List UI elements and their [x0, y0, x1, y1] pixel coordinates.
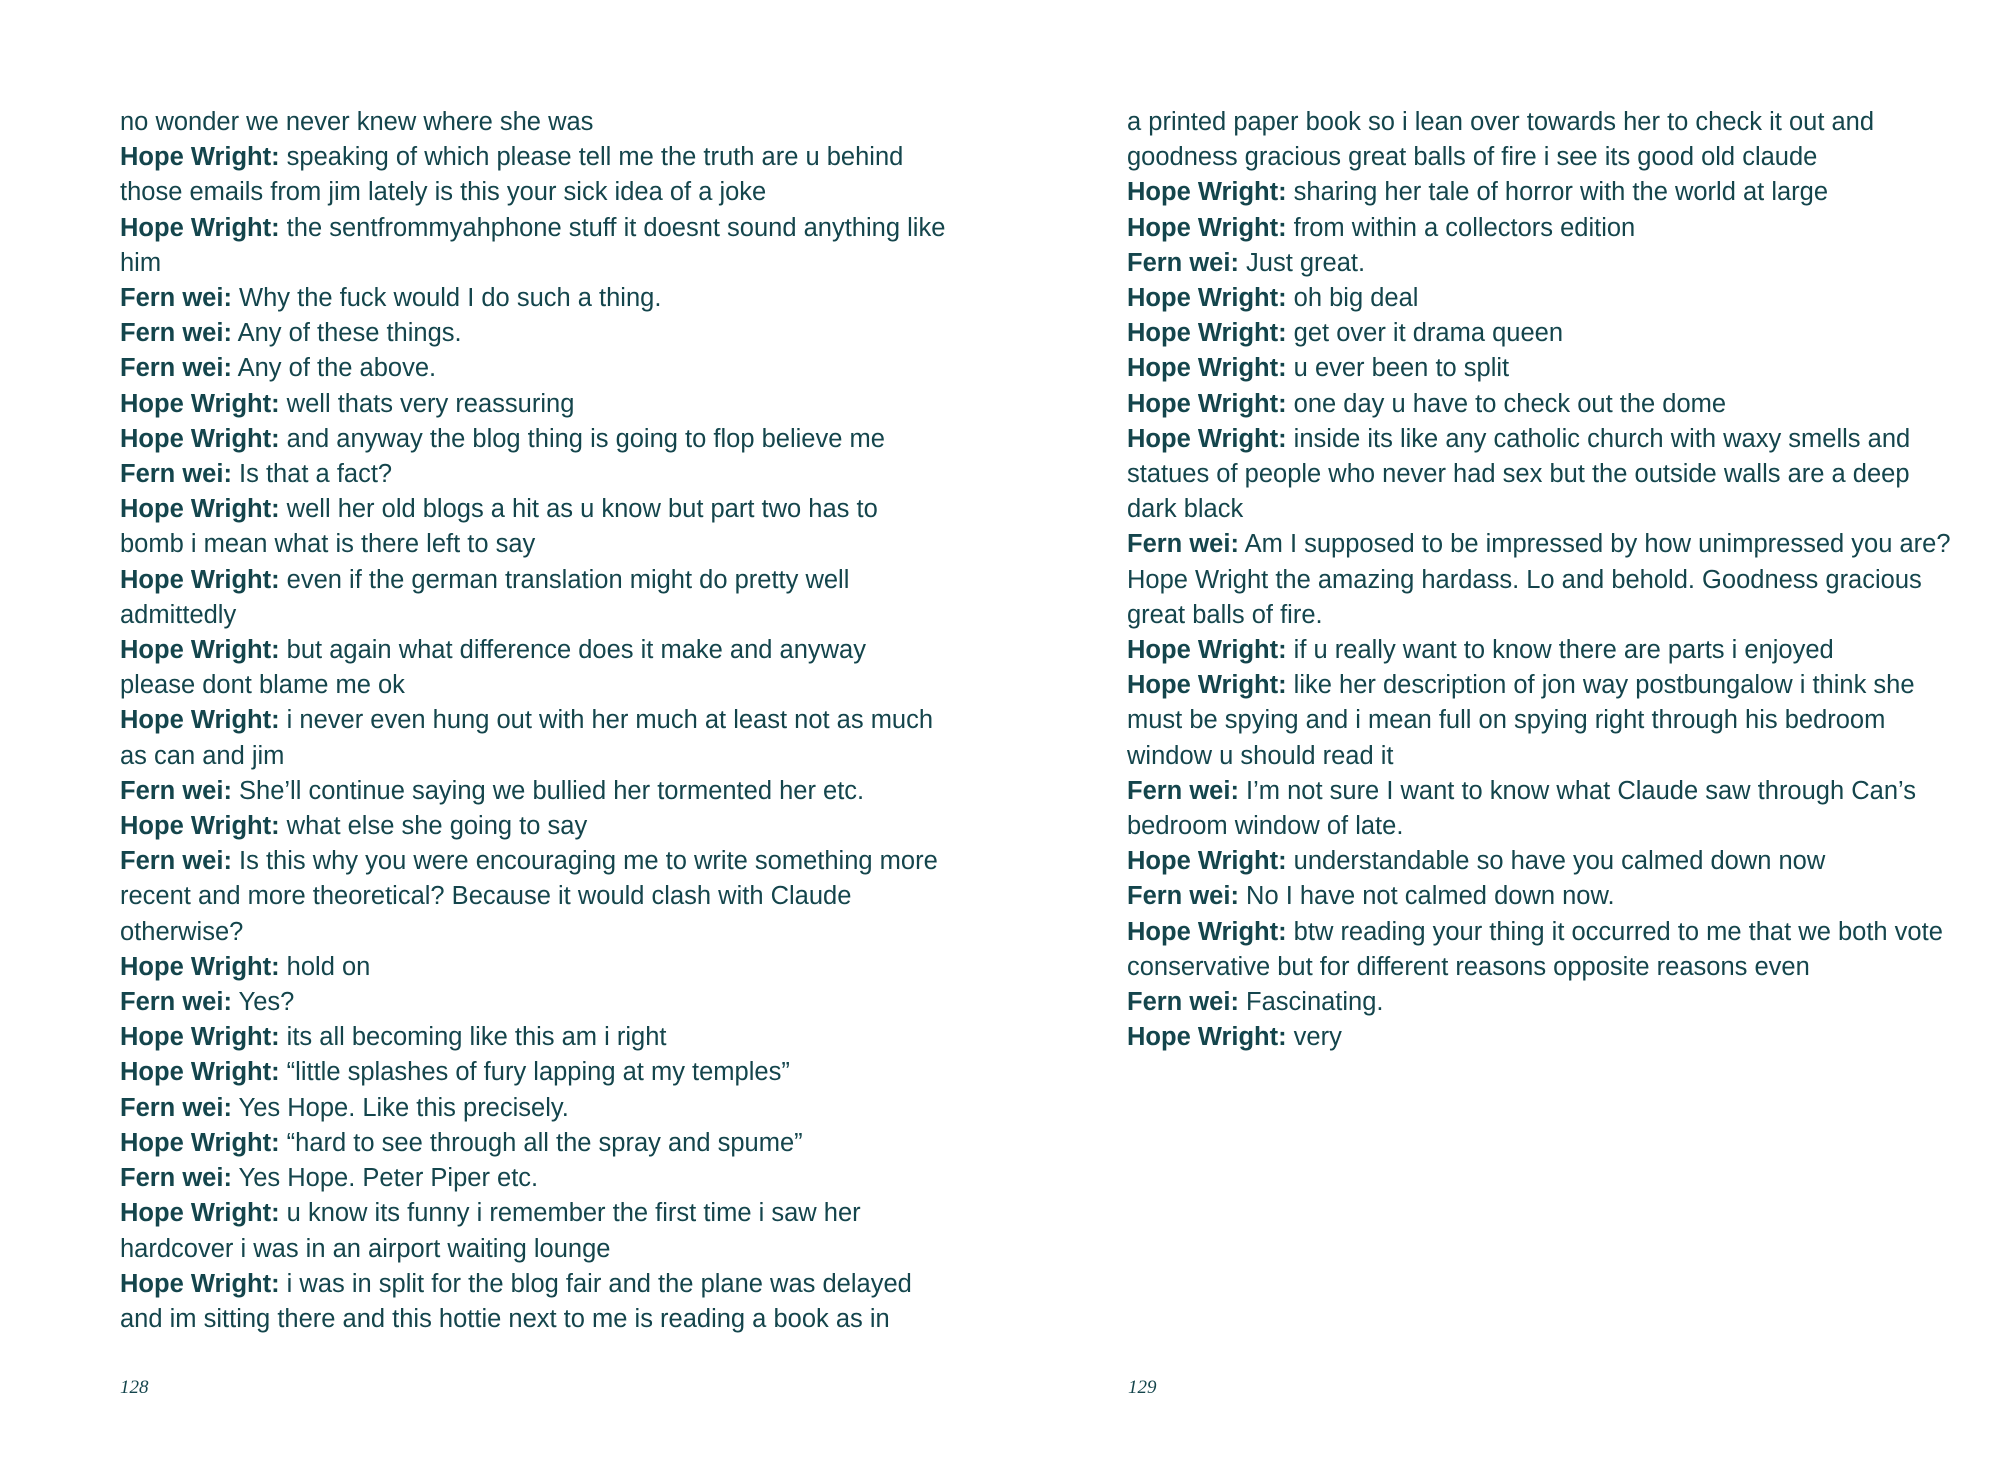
paragraph — [1127, 985, 1955, 1020]
paragraph — [120, 844, 948, 950]
line-text: i was in split for the blog fair and the plane was delayed and im sitting there and this hottie next to me is reading a book as in — [120, 1269, 912, 1333]
speaker-name: Fern wei: — [120, 319, 232, 348]
line-text: if u really want to know there are parts i enjoyed — [1286, 636, 1834, 665]
paragraph — [1127, 281, 1955, 316]
speaker-name: Fern wei: — [120, 1093, 232, 1122]
paragraph — [1127, 422, 1955, 528]
line-text: u know its funny i remember the first time i saw her hardcover i was in an airport waiting lounge — [120, 1199, 861, 1263]
line-text: Any of these things. — [231, 319, 462, 348]
line-text: no wonder we never knew where she was — [120, 108, 594, 136]
speaker-name: Hope Wright: — [1127, 213, 1287, 242]
paragraph — [120, 1091, 948, 1126]
speaker-name: Hope Wright: — [120, 812, 280, 841]
line-text: well thats very reassuring — [279, 389, 575, 418]
paragraph — [1127, 105, 1955, 175]
speaker-name: Hope Wright: — [1127, 917, 1287, 946]
speaker-name: Fern wei: — [120, 988, 232, 1017]
speaker-name: Fern wei: — [1127, 248, 1239, 277]
line-text: sharing her tale of horror with the world at large — [1286, 178, 1829, 207]
line-text: u ever been to split — [1286, 354, 1510, 383]
speaker-name: Fern wei: — [120, 460, 232, 489]
line-text: well her old blogs a hit as u know but part two has to bomb i mean what is there left to say — [120, 495, 878, 559]
paragraph — [1127, 246, 1955, 281]
line-text: and anyway the blog thing is going to flop believe me — [279, 424, 885, 453]
line-text: Yes Hope. Like this precisely. — [231, 1093, 569, 1122]
line-text: Any of the above. — [231, 354, 437, 383]
line-text: oh big deal — [1286, 284, 1419, 313]
speaker-name: Hope Wright: — [120, 565, 280, 594]
speaker-name: Hope Wright: — [120, 424, 280, 453]
paragraph — [120, 457, 948, 492]
paragraph — [120, 351, 948, 386]
speaker-name: Hope Wright: — [1127, 847, 1287, 876]
line-text: Is that a fact? — [231, 460, 393, 489]
line-text: “little splashes of fury lapping at my temples” — [279, 1058, 790, 1087]
paragraph — [1127, 211, 1955, 246]
page-number: 128 — [120, 1377, 149, 1398]
line-text: like her description of jon way postbungalow i think she must be spying and i mean full on spying right through his bedroom window u should read it — [1127, 671, 1915, 770]
speaker-name: Hope Wright: — [120, 213, 280, 242]
line-text: i never even hung out with her much at least not as much as can and jim — [120, 706, 934, 770]
line-text: speaking of which please tell me the truth are u behind those emails from jim lately is this your sick idea of a joke — [120, 143, 904, 207]
line-text: Just great. — [1238, 248, 1366, 277]
line-text: what else she going to say — [279, 812, 588, 841]
paragraph — [1127, 387, 1955, 422]
speaker-name: Fern wei: — [120, 1164, 232, 1193]
paragraph — [120, 1267, 948, 1337]
paragraph — [120, 281, 948, 316]
line-text: a printed paper book so i lean over towards her to check it out and goodness gracious great balls of fire i see its good old claude — [1127, 108, 1875, 172]
line-text: I’m not sure I want to know what Claude saw through Can’s bedroom window of late. — [1127, 776, 1916, 841]
speaker-name: Hope Wright: — [120, 1269, 280, 1298]
speaker-name: Hope Wright: — [120, 1058, 280, 1087]
paragraph — [1127, 668, 1955, 774]
paragraph — [120, 1161, 948, 1196]
line-text: Am I supposed to be impressed by how unimpressed you are? Hope Wright the amazing hardass. Lo and behold. Goodness gracious great balls of fire. — [1127, 530, 1951, 629]
paragraph — [1127, 316, 1955, 351]
paragraph — [1127, 844, 1955, 879]
line-text: hold on — [279, 952, 371, 981]
paragraph — [120, 1055, 948, 1090]
speaker-name: Hope Wright: — [120, 952, 280, 981]
paragraph — [120, 211, 948, 281]
left-page-text — [120, 105, 948, 1337]
line-text: Fascinating. — [1238, 988, 1384, 1017]
paragraph — [120, 950, 948, 985]
paragraph — [120, 1126, 948, 1161]
speaker-name: Fern wei: — [1127, 988, 1239, 1017]
line-text: No I have not calmed down now. — [1238, 882, 1615, 911]
speaker-name: Hope Wright: — [120, 1199, 280, 1228]
line-text: Yes Hope. Peter Piper etc. — [231, 1164, 539, 1193]
speaker-name: Hope Wright: — [1127, 1023, 1287, 1052]
right-page — [1000, 0, 2000, 1458]
paragraph — [120, 563, 948, 633]
line-text: Why the fuck would I do such a thing. — [231, 284, 662, 313]
speaker-name: Fern wei: — [1127, 530, 1239, 559]
speaker-name: Hope Wright: — [120, 706, 280, 735]
paragraph — [120, 1196, 948, 1266]
speaker-name: Hope Wright: — [1127, 284, 1287, 313]
paragraph — [1127, 879, 1955, 914]
speaker-name: Hope Wright: — [1127, 424, 1287, 453]
speaker-name: Hope Wright: — [1127, 178, 1287, 207]
paragraph — [1127, 1020, 1955, 1055]
line-text: “hard to see through all the spray and spume” — [279, 1128, 803, 1157]
speaker-name: Hope Wright: — [1127, 636, 1287, 665]
paragraph — [120, 140, 948, 210]
line-text: even if the german translation might do pretty well admittedly — [120, 565, 850, 629]
line-text: very — [1286, 1023, 1342, 1052]
paragraph — [120, 633, 948, 703]
speaker-name: Hope Wright: — [120, 389, 280, 418]
speaker-name: Hope Wright: — [1127, 389, 1287, 418]
paragraph — [120, 387, 948, 422]
line-text: Yes? — [231, 988, 295, 1017]
speaker-name: Fern wei: — [120, 354, 232, 383]
line-text: one day u have to check out the dome — [1286, 389, 1727, 418]
speaker-name: Fern wei: — [120, 776, 232, 805]
speaker-name: Hope Wright: — [120, 636, 280, 665]
paragraph — [1127, 351, 1955, 386]
speaker-name: Fern wei: — [1127, 776, 1239, 805]
speaker-name: Fern wei: — [120, 284, 232, 313]
speaker-name: Hope Wright: — [120, 143, 280, 172]
paragraph — [1127, 175, 1955, 210]
speaker-name: Fern wei: — [1127, 882, 1239, 911]
right-page-text — [1127, 105, 1955, 1055]
line-text: from within a collectors edition — [1286, 213, 1636, 242]
paragraph — [120, 316, 948, 351]
paragraph — [120, 809, 948, 844]
speaker-name: Hope Wright: — [120, 1128, 280, 1157]
speaker-name: Hope Wright: — [1127, 354, 1287, 383]
line-text: get over it drama queen — [1286, 319, 1564, 348]
paragraph — [1127, 915, 1955, 985]
page-number: 129 — [1128, 1377, 1157, 1398]
paragraph — [120, 105, 948, 140]
line-text: but again what difference does it make and anyway please dont blame me ok — [120, 636, 866, 700]
speaker-name: Hope Wright: — [120, 495, 280, 524]
paragraph — [1127, 774, 1955, 844]
line-text: the sentfrommyahphone stuff it doesnt sound anything like him — [120, 213, 946, 277]
speaker-name: Hope Wright: — [1127, 671, 1287, 700]
line-text: btw reading your thing it occurred to me that we both vote conservative but for different reasons opposite reasons even — [1127, 917, 1943, 981]
paragraph — [1127, 527, 1955, 633]
paragraph — [120, 492, 948, 562]
speaker-name: Hope Wright: — [1127, 319, 1287, 348]
paragraph — [1127, 633, 1955, 668]
paragraph — [120, 422, 948, 457]
line-text: understandable so have you calmed down now — [1286, 847, 1826, 876]
paragraph — [120, 985, 948, 1020]
line-text: its all becoming like this am i right — [279, 1023, 667, 1052]
speaker-name: Hope Wright: — [120, 1023, 280, 1052]
line-text: She’ll continue saying we bullied her tormented her etc. — [231, 776, 865, 805]
paragraph — [120, 774, 948, 809]
paragraph — [120, 1020, 948, 1055]
paragraph — [120, 703, 948, 773]
speaker-name: Fern wei: — [120, 847, 232, 876]
line-text: inside its like any catholic church with waxy smells and statues of people who never had sex but the outside walls are a deep dark black — [1127, 424, 1911, 524]
line-text: Is this why you were encouraging me to write something more recent and more theoretical? Because it would clash with Claude otherwise? — [120, 847, 938, 946]
